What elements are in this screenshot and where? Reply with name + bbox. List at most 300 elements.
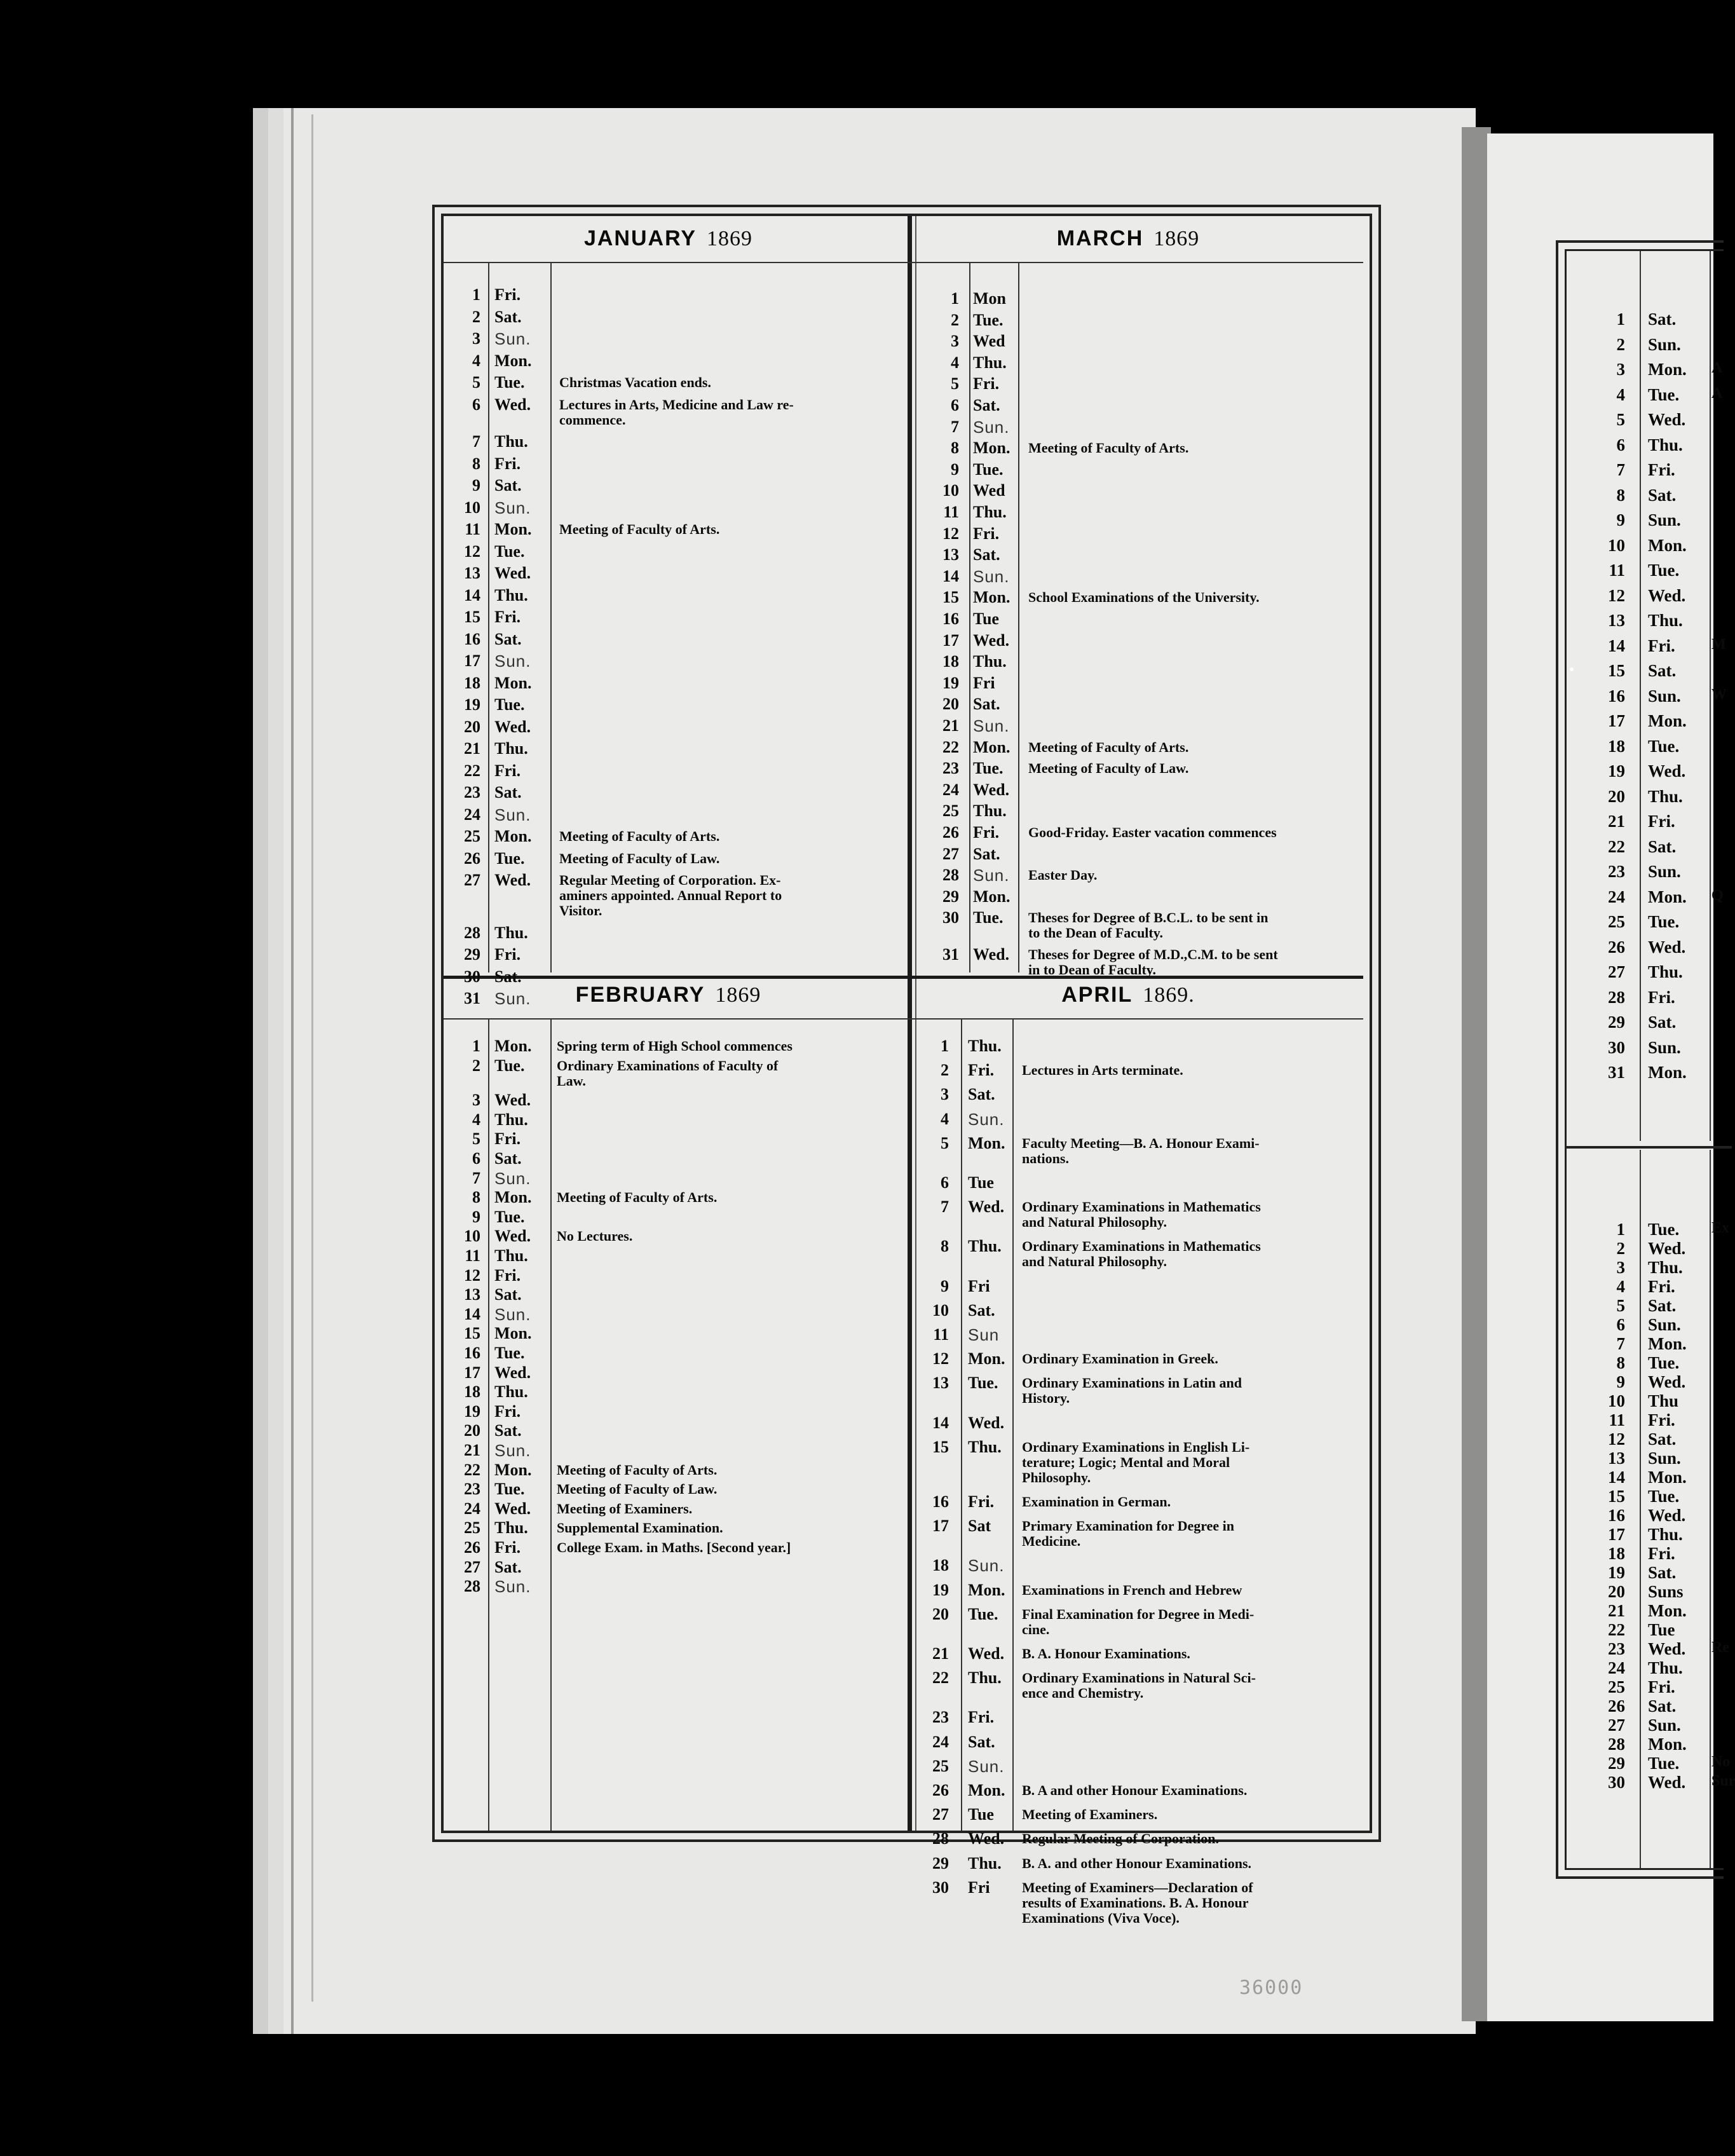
weekday: Thu. (494, 1518, 528, 1538)
weekday: Sun. (973, 566, 1010, 586)
weekday: Tue. (494, 542, 525, 561)
month-name: JANUARY (583, 226, 697, 250)
weekday: Sat. (1648, 1429, 1677, 1449)
day-number: 17 (464, 1363, 480, 1382)
weekday: Wed. (494, 395, 531, 414)
weekday: Fri (973, 673, 995, 692)
day-number: 18 (1608, 1544, 1625, 1563)
weekday: Sun. (1648, 1449, 1681, 1468)
day-number: 30 (932, 1878, 949, 1897)
day-number: 18 (1608, 736, 1625, 756)
event-text: Examinations in French and Hebrew (1022, 1581, 1242, 1598)
archive-stamp: 36000 (1239, 1977, 1303, 1999)
day-number: 8 (472, 454, 480, 473)
weekday: Tue. (973, 460, 1004, 479)
event-text: Regular Meeting of Corporation. (1022, 1831, 1219, 1847)
day-number: 8 (1616, 485, 1625, 505)
weekday: Mon. (1648, 1735, 1687, 1754)
day-number: 17 (464, 652, 480, 670)
weekday: Wed. (494, 871, 531, 889)
day-number: 28 (932, 1829, 949, 1848)
weekday: Fri. (494, 1266, 521, 1285)
weekday: Wed (973, 332, 1005, 351)
day-number: 22 (942, 737, 959, 756)
weekday: Tue (973, 610, 999, 628)
weekday: Thu. (973, 503, 1007, 521)
day-number: 3 (951, 332, 959, 351)
weekday: Wed. (1648, 1239, 1686, 1258)
day-number: 2 (1616, 1239, 1625, 1258)
weekday: Tue. (494, 695, 525, 714)
event-text: No Lectures. (557, 1228, 633, 1245)
weekday: Tue. (494, 1207, 525, 1226)
month-year: 1869 (707, 227, 753, 250)
day-number: 6 (472, 1149, 480, 1168)
day-number: 19 (464, 1402, 480, 1421)
day-number: 21 (942, 716, 959, 735)
event-text: Ordinary Examinations of Faculty of Law. (557, 1057, 779, 1089)
day-number: 14 (932, 1413, 949, 1432)
weekday: Wed. (1648, 1506, 1686, 1525)
weekday: Fri. (973, 524, 1000, 543)
weekday: Fri. (968, 1708, 995, 1727)
day-number: 24 (464, 1499, 480, 1518)
day-number: 5 (472, 373, 480, 392)
day-number: 1 (472, 1037, 480, 1055)
day-number: 13 (932, 1374, 949, 1393)
day-number: 4 (1616, 1277, 1625, 1296)
weekday: Sat. (494, 1285, 522, 1304)
month-february (444, 972, 893, 1831)
month-name: MARCH (1056, 226, 1144, 250)
day-number: 13 (464, 1285, 480, 1304)
day-number: 13 (942, 545, 959, 564)
weekday: Thu. (494, 1110, 528, 1129)
event-text: Christmas Vacation ends. (559, 374, 711, 390)
day-number: 10 (932, 1300, 949, 1320)
day-number: 29 (1608, 1754, 1625, 1773)
weekday: Tue. (1648, 1754, 1680, 1773)
day-number: 1 (472, 285, 480, 304)
day-number: 30 (1608, 1037, 1625, 1057)
weekday: Fri. (973, 374, 1000, 393)
weekday: Mon. (494, 1460, 532, 1479)
day-number: 8 (941, 1237, 949, 1256)
weekday: Fri (968, 1276, 990, 1295)
weekday: Mon. (973, 737, 1010, 756)
weekday: Mon (973, 289, 1006, 308)
weekday: Thu. (1648, 435, 1683, 454)
weekday: Sat (968, 1517, 991, 1536)
day-number: 13 (1608, 611, 1625, 630)
day-number: 3 (472, 329, 480, 348)
day-number: 28 (1608, 1735, 1625, 1754)
day-number: 12 (1608, 1429, 1625, 1449)
day-number: 28 (942, 866, 959, 885)
event-text: Meeting of Faculty of Arts. (557, 1461, 718, 1478)
day-number: 20 (942, 695, 959, 714)
weekday: Tue. (1648, 1487, 1680, 1506)
day-number: 17 (942, 631, 959, 650)
day-number: 7 (472, 432, 480, 451)
weekday: Sat. (1648, 1013, 1677, 1032)
weekday: Sat. (494, 307, 522, 326)
weekday: Tue. (973, 759, 1004, 778)
event-text: Theses for Degree of B.C.L. to be sent in to the Dean of Faculty. (1028, 910, 1269, 941)
weekday: Mon. (1648, 887, 1687, 906)
day-number: 4 (941, 1109, 949, 1128)
weekday: Thu. (973, 652, 1007, 671)
column-line (488, 263, 489, 972)
day-number: 26 (932, 1781, 949, 1799)
day-number: 4 (1616, 385, 1625, 404)
event-text: Theses for Degree of M.D.,C.M. to be sent in to Dean of Faculty. (1028, 946, 1278, 978)
day-number: 29 (464, 945, 480, 964)
event-text: Meeting of Faculty of Arts. (1028, 739, 1189, 755)
weekday: Tue. (968, 1374, 998, 1393)
weekday: Thu. (494, 923, 528, 942)
column-line (1710, 1150, 1711, 1868)
day-number: 27 (942, 844, 959, 863)
weekday: Mon. (1648, 1063, 1687, 1082)
column-line (550, 263, 552, 972)
day-number: 4 (951, 353, 959, 372)
day-number: 11 (465, 520, 480, 538)
weekday: Sun. (494, 1577, 531, 1597)
month-year: 1869 (715, 983, 761, 1007)
weekday: Mon. (973, 887, 1010, 906)
day-number: 16 (464, 1344, 480, 1362)
day-number: 5 (951, 374, 959, 393)
day-number: 22 (932, 1668, 949, 1688)
event-text: Ordinary Examinations in Natural Sci- ence and Chemistry. (1022, 1670, 1256, 1702)
weekday: Wed. (1648, 1639, 1686, 1658)
event-text: College Exam. in Maths. [Second year.] (557, 1539, 791, 1555)
weekday: Fri. (1648, 1277, 1675, 1296)
day-number: 20 (932, 1604, 949, 1623)
event-text: Meeting of Faculty of Law. (1028, 760, 1189, 777)
day-number: 10 (1608, 1391, 1625, 1410)
day-number: 9 (1616, 1372, 1625, 1391)
event-text: Final Examination for Degree in Medi- cine. (1022, 1606, 1255, 1637)
event-text: Meeting of Examiners. (1022, 1806, 1158, 1823)
weekday: Sun. (1648, 1315, 1681, 1334)
day-number: 7 (941, 1197, 949, 1217)
weekday: Mon. (1648, 1334, 1687, 1353)
day-number: 6 (1616, 1315, 1625, 1334)
weekday: Tue. (968, 1604, 998, 1623)
day-number: 3 (941, 1085, 949, 1104)
event-text: Spring term of High School commences (557, 1038, 793, 1054)
weekday: Mon. (1648, 1468, 1687, 1487)
day-number: 15 (932, 1437, 949, 1456)
weekday: Fri. (494, 945, 521, 964)
weekday: Fri. (1648, 1677, 1675, 1696)
weekday: Fri. (494, 761, 521, 780)
weekday: Fri. (1648, 636, 1675, 655)
month-name: APRIL (1061, 983, 1133, 1007)
event-text: Ordinary Examinations in Latin and History. (1022, 1375, 1242, 1407)
day-number: 28 (1608, 987, 1625, 1007)
column-line (969, 263, 970, 972)
event-text: Ordinary Examinations in Mathematics and Natural Philosophy. (1022, 1199, 1261, 1231)
day-number: 27 (932, 1805, 949, 1824)
weekday: Sun. (968, 1109, 1005, 1129)
day-number: 11 (1609, 1410, 1625, 1429)
weekday: Mon. (1648, 535, 1687, 555)
weekday: Sat. (973, 844, 1000, 863)
day-number: 15 (464, 608, 480, 626)
horizontal-divider (1567, 1146, 1732, 1149)
weekday: Wed. (968, 1197, 1005, 1217)
day-number: 3 (472, 1091, 480, 1110)
day-number: 16 (1608, 1506, 1625, 1525)
day-number: 27 (464, 871, 480, 889)
day-number: 16 (932, 1492, 949, 1511)
weekday: Thu. (1648, 611, 1683, 630)
day-number: 19 (942, 673, 959, 692)
event-text: School Examinations of the University. (1028, 589, 1260, 606)
weekday: Thu. (973, 353, 1007, 372)
weekday: Mon. (1648, 711, 1687, 730)
event-text: M (1711, 636, 1726, 653)
weekday: Tue (1648, 1620, 1675, 1639)
weekday: Tue. (494, 1480, 525, 1499)
day-number: 24 (464, 805, 480, 824)
event-text: Re (1711, 1639, 1729, 1656)
event-text: Meeting of Faculty of Arts. (559, 828, 720, 844)
day-number: 30 (464, 967, 480, 986)
day-number: 2 (951, 310, 959, 329)
month-heading (444, 983, 893, 1007)
day-number: 31 (1608, 1063, 1625, 1082)
weekday: Sat. (1648, 661, 1677, 680)
day-number: 26 (1608, 1696, 1625, 1716)
day-number: 8 (472, 1188, 480, 1207)
day-number: 22 (464, 1460, 480, 1479)
event-text: Supplemental Examination. (557, 1520, 723, 1536)
weekday: Mon. (1648, 1601, 1687, 1620)
day-number: 11 (943, 503, 959, 521)
weekday: Sun. (1648, 1716, 1681, 1735)
event-text: W (1711, 686, 1727, 703)
day-number: 25 (464, 827, 480, 845)
weekday: Fri. (968, 1061, 995, 1080)
column-line (488, 1020, 489, 1831)
day-number: 19 (1608, 761, 1625, 781)
weekday: Sat. (494, 629, 522, 648)
next-page-upper-month (1567, 251, 1727, 1141)
event-text: Meeting of Faculty of Law. (557, 1481, 718, 1498)
day-number: 25 (942, 802, 959, 821)
day-number: 12 (464, 1266, 480, 1285)
day-number: 26 (464, 1538, 480, 1557)
day-number: 8 (1616, 1353, 1625, 1372)
month-year: 1869 (1153, 227, 1200, 250)
day-number: 9 (951, 460, 959, 479)
weekday: Thu. (494, 1382, 528, 1402)
column-line (550, 1020, 552, 1831)
day-number: 19 (464, 695, 480, 714)
weekday: Wed. (494, 1227, 531, 1246)
day-number: 23 (1608, 862, 1625, 881)
day-number: 15 (1608, 1487, 1625, 1506)
event-text: Examination in German. (1022, 1494, 1171, 1510)
weekday: Sun. (494, 498, 531, 517)
weekday: Tue. (494, 1344, 525, 1362)
day-number: 20 (464, 1421, 480, 1440)
event-text: Meeting of Faculty of Arts. (559, 521, 720, 537)
day-number: 25 (1608, 1677, 1625, 1696)
weekday: Sat. (973, 695, 1000, 714)
day-number: 23 (932, 1708, 949, 1727)
event-text: A (1711, 360, 1723, 376)
event-text: Primary Examination for Degree in Medicine. (1022, 1518, 1235, 1550)
day-number: 20 (464, 717, 480, 736)
weekday: Fri. (1648, 1544, 1675, 1563)
weekday: Mon. (494, 673, 532, 692)
weekday: Sun (968, 1325, 1000, 1344)
weekday: Sat. (968, 1300, 995, 1320)
day-number: 1 (941, 1037, 949, 1055)
weekday: Fri. (494, 1129, 521, 1149)
event-text: Faculty Meeting—B. A. Honour Exami- nations. (1022, 1135, 1260, 1166)
weekday: Sat. (494, 1149, 522, 1168)
weekday: Thu. (494, 432, 528, 451)
weekday: Tue. (1648, 385, 1680, 404)
month-march (893, 216, 1363, 978)
day-number: 11 (933, 1325, 949, 1344)
event-text: Meeting of Examiners. (557, 1500, 693, 1517)
event-text: Meeting of Faculty of Law. (559, 850, 720, 866)
weekday: Thu. (968, 1437, 1002, 1456)
day-number: 19 (932, 1580, 949, 1599)
calendar-inner-frame (441, 214, 1372, 1926)
weekday: Thu. (494, 739, 528, 758)
weekday: Tue. (1648, 736, 1680, 756)
day-number: 7 (951, 417, 959, 436)
day-number: 27 (464, 1557, 480, 1576)
event-text: Ordinary Examinations in English Li- terature; Logic; Mental and Moral Philosophy. (1022, 1438, 1250, 1485)
weekday: Thu. (973, 802, 1007, 821)
weekday: Thu (1648, 1391, 1679, 1410)
weekday: Wed. (1648, 410, 1686, 429)
event-text: Good-Friday. Easter vacation commences (1028, 824, 1277, 840)
weekday: Wed. (973, 780, 1010, 799)
day-number: 16 (464, 629, 480, 648)
day-number: 21 (464, 1441, 480, 1459)
day-number: 25 (464, 1518, 480, 1538)
day-number: 1 (1616, 310, 1625, 329)
day-number: 22 (1608, 836, 1625, 856)
day-number: 1 (1616, 1220, 1625, 1239)
weekday: Sun. (1648, 334, 1681, 354)
calendar-frame (432, 205, 1381, 1926)
next-page-calendar-inner (1565, 249, 1735, 1870)
weekday: Sat. (494, 783, 522, 802)
day-number: 9 (472, 476, 480, 495)
weekday: Thu. (1648, 962, 1683, 981)
weekday: Sun. (494, 989, 531, 1008)
event-text: Lectures in Arts, Medicine and Law re- commence. (559, 396, 794, 428)
weekday: Sat. (494, 967, 522, 986)
month-heading (893, 983, 1363, 1007)
day-number: 10 (942, 481, 959, 500)
weekday: Mon. (494, 1188, 532, 1207)
event-text: Meeting of Faculty of Arts. (557, 1189, 718, 1206)
day-number: 28 (464, 923, 480, 942)
weekday: Sat. (1648, 1296, 1677, 1315)
day-number: 21 (932, 1644, 949, 1663)
day-number: 2 (472, 307, 480, 326)
day-number: 31 (942, 945, 959, 964)
event-text: Ordinary Examination in Greek. (1022, 1351, 1218, 1367)
weekday: Wed. (1648, 937, 1686, 957)
weekday: Wed. (973, 631, 1010, 650)
weekday: Tue. (973, 908, 1004, 927)
weekday: Tue (968, 1173, 994, 1192)
weekday: Mon. (968, 1349, 1005, 1368)
day-number: 15 (1608, 661, 1625, 680)
weekday: Wed. (1648, 1773, 1686, 1792)
day-number: 22 (464, 761, 480, 780)
weekday: Sun. (973, 866, 1010, 885)
weekday: Tue. (973, 310, 1004, 329)
day-number: 2 (941, 1061, 949, 1080)
day-number: 9 (472, 1207, 480, 1226)
weekday: Mon. (494, 1037, 532, 1055)
weekday: Fri. (494, 1402, 521, 1421)
weekday: Sat. (968, 1085, 995, 1104)
day-number: 16 (1608, 686, 1625, 706)
weekday: Sun. (494, 652, 531, 671)
weekday: Sun. (1648, 862, 1681, 881)
weekday: Sat. (1648, 1563, 1677, 1582)
day-number: 10 (1608, 535, 1625, 555)
day-number: 21 (464, 739, 480, 758)
month-heading (893, 226, 1363, 251)
day-number: 18 (932, 1556, 949, 1575)
event-text: B. A and other Honour Examinations. (1022, 1782, 1248, 1798)
day-number: 6 (1616, 435, 1625, 454)
weekday: Fri. (494, 285, 521, 304)
day-number: 7 (1616, 460, 1625, 479)
day-number: 9 (941, 1276, 949, 1295)
day-number: 6 (941, 1173, 949, 1192)
day-number: 31 (464, 989, 480, 1007)
weekday: Sat. (494, 1557, 522, 1576)
weekday: Sat. (494, 1421, 522, 1440)
day-number: 12 (932, 1349, 949, 1368)
day-number: 23 (464, 783, 480, 802)
weekday: Tue. (494, 849, 525, 868)
day-number: 7 (1616, 1334, 1625, 1353)
day-number: 12 (942, 524, 959, 543)
column-line (961, 1020, 962, 1831)
weekday: Sun. (494, 1304, 531, 1324)
event-text: Meeting of Examiners—Declaration of results of Examinations. B. A. Honour Examinations (Viva Voce). (1022, 1879, 1253, 1926)
day-number: 6 (951, 396, 959, 414)
day-number: 9 (1616, 510, 1625, 529)
weekday: Wed. (494, 1091, 531, 1110)
day-number: 26 (1608, 937, 1625, 957)
day-number: 25 (1608, 912, 1625, 931)
day-number: 8 (951, 439, 959, 458)
weekday: Fri. (1648, 987, 1675, 1007)
weekday: Sun. (494, 1168, 531, 1188)
day-number: 23 (464, 1480, 480, 1499)
weekday: Wed. (1648, 585, 1686, 605)
